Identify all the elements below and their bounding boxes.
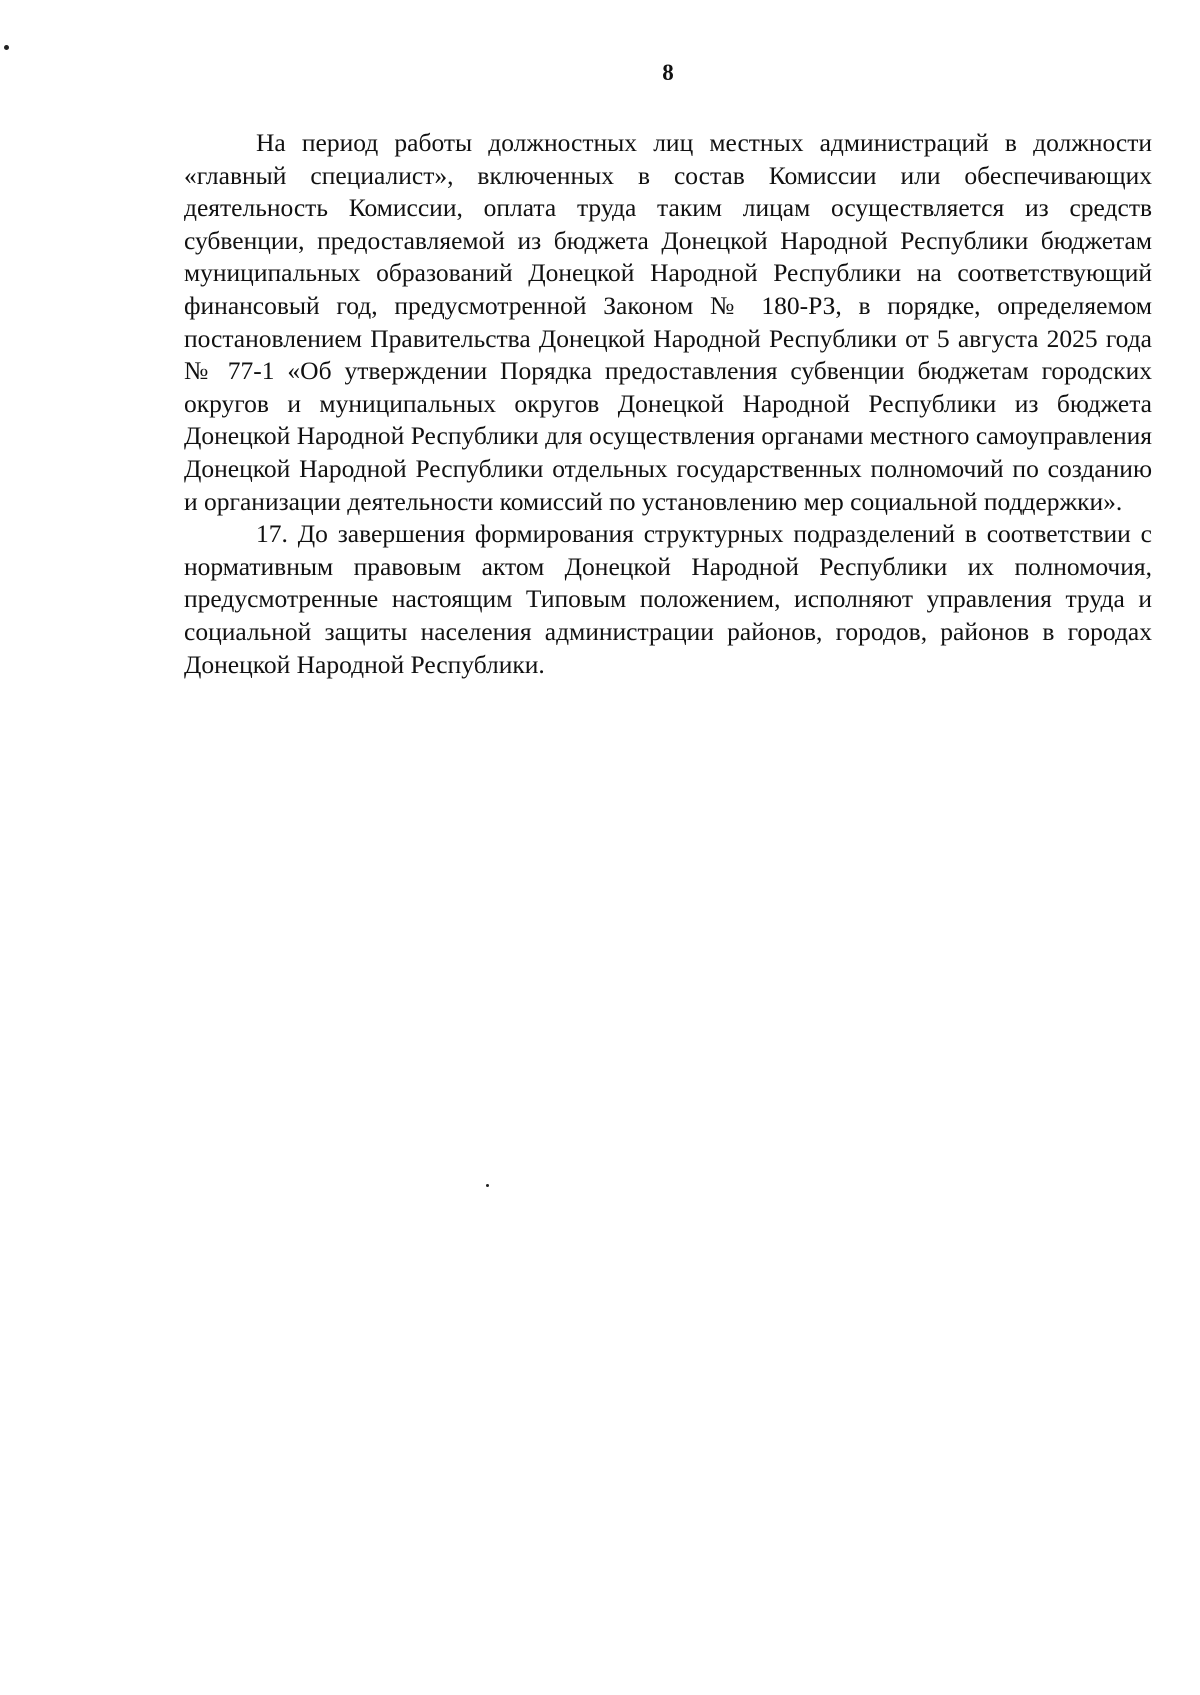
page-number: 8 bbox=[662, 60, 674, 85]
scan-artifact-dot bbox=[486, 1184, 489, 1187]
paragraph-17-transitional-provision: 17. До завершения формирования структурных подразделений в соответствии с нормативным правовым актом Донецкой Народной Республики их полномочия, предусмотренные настоящим Типовым положением, исполняют управления труда и социальной защиты населения администрации районов, городов, районов в городах Донецкой Народной Республики. bbox=[184, 519, 1152, 679]
document-body bbox=[184, 127, 1152, 681]
paragraph-subsidy-payment: На период работы должностных лиц местных администраций в должности «главный специалист», включенных в состав Комиссии или обеспечивающих деятельность Комиссии, оплата труда таким лицам осуществляется из средств субвенции, предоставляемой из бюджета Донецкой Народной Республики бюджетам муниципальных образований Донецкой Народной Республики на соответствующий финансовый год, предусмотренной Законом № 180-РЗ, в порядке, определяемом постановлением Правительства Донецкой Народной Республики от 5 августа 2025 года № 77-1 «Об утверждении Порядка предоставления субвенции бюджетам городских округов и муниципальных округов Донецкой Народной Республики из бюджета Донецкой Народной Республики для осуществления органами местного самоуправления Донецкой Народной Республики отдельных государственных полномочий по созданию и организации деятельности комиссий по установлению мер социальной поддержки». bbox=[184, 128, 1152, 516]
scan-artifact-dot bbox=[4, 45, 9, 50]
